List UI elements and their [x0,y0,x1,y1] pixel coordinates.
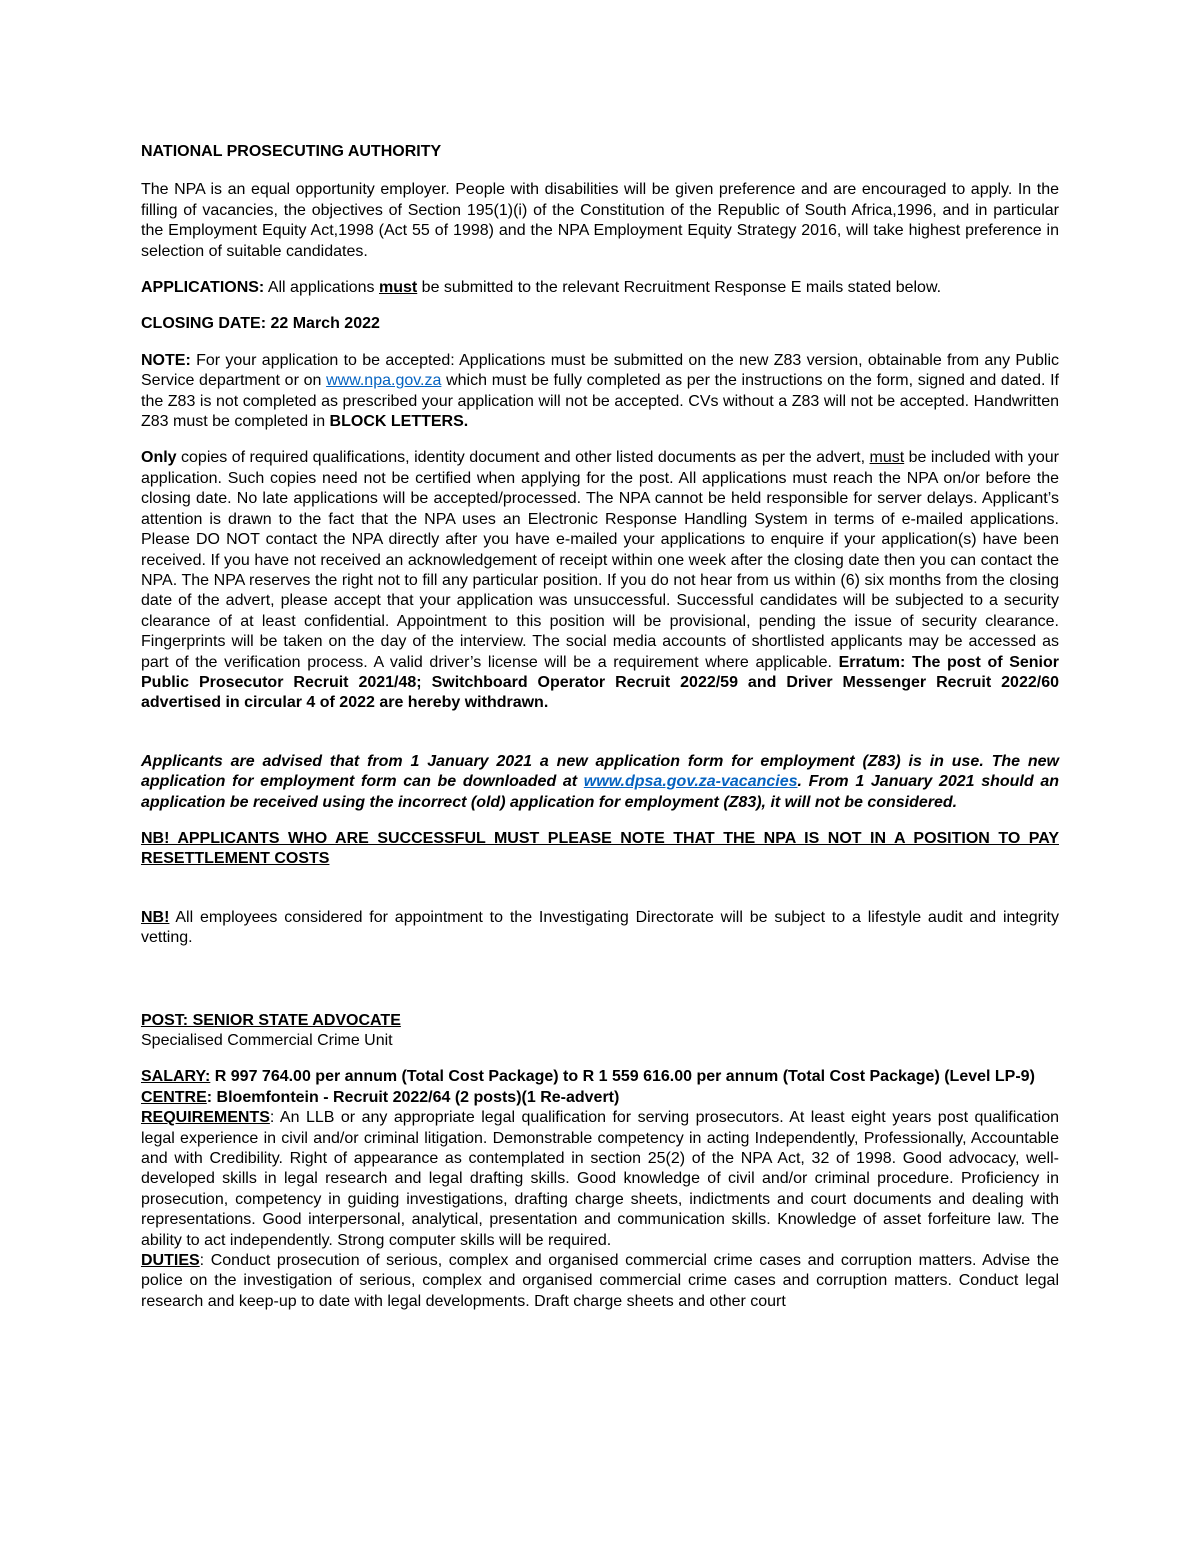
closing-date [141,314,1059,334]
post-unit: Specialised Commercial Crime Unit [141,1032,393,1049]
post-title: POST: SENIOR STATE ADVOCATE [141,1011,401,1029]
closing-label: CLOSING DATE: [141,315,267,333]
centre-label: CENTRE [141,1088,207,1106]
closing-date-value: 22 March 2022 [266,315,380,333]
requirements-label: REQUIREMENTS [141,1109,270,1127]
duties-label: DUTIES [141,1252,200,1270]
applications-label: APPLICATIONS: [141,279,265,297]
nb-resettlement: NB! APPLICANTS WHO ARE SUCCESSFUL MUST PLEASE NOTE THAT THE NPA IS NOT IN A POSITION TO PAY RESETTLEMENT COSTS [141,829,1059,868]
requirements-paragraph: REQUIREMENTS: An LLB or any appropriate legal qualification for serving prosecutors. At least eight years post qualification legal experience in civil and/or criminal litigation. Demonstrable competency in acting Independently, Professionally, Accountable and with Credibility. Right of appearance as contemplated in section 25(2) of the NPA Act, 32 of 1998. Good advocacy, well-developed skills in legal research and legal drafting skills. Good knowledge of civil and/or criminal procedure. Proficiency in prosecution, competency in guiding investigations, drafting charge sheets, indictments and court documents and dealing with representations. Good interpersonal, analytical, presentation and communication skills. Knowledge of asset forfeiture law. The ability to act independently. Strong computer skills will be required. [141,1109,1059,1249]
advisory-paragraph: Applicants are advised that from 1 January 2021 a new application form for employment (Z83) is in use. The new application for employment form can be downloaded at www.dpsa.gov.za-vacancies. From 1 January 2021 should an application be received using the incorrect (old) application for employment (Z83), it will not be considered. [141,752,1059,811]
duties-paragraph: DUTIES: Conduct prosecution of serious, complex and organised commercial crime cases and corruption matters. Advise the police on the investigation of serious, complex and organised commercial crime cases and corruption matters. Conduct legal research and keep-up to date with legal developments. Draft charge sheets and other court [141,1252,1059,1310]
erratum-notice: Erratum: The post of Senior Public Prosecutor Recruit 2021/48; Switchboard Operator Recruit 2022/59 and Driver Messenger Recruit 2022/60 advertised in circular 4 of 2022 are hereby withdrawn. [141,653,1059,712]
block-letters: BLOCK LETTERS. [329,413,469,431]
centre-value: : Bloemfontein - Recruit 2022/64 (2 posts)(1 Re-advert) [206,1088,620,1106]
document-page [141,142,1059,1312]
salary-label: SALARY: [141,1068,211,1086]
note-label: NOTE: [141,351,191,369]
only-emphasis: must [869,449,905,467]
nb-label: NB! [141,908,170,926]
applications-paragraph: APPLICATIONS: All applications must be submitted to the relevant Recruitment Response E mails stated below. [141,279,942,297]
note-paragraph: NOTE: For your application to be accepted: Applications must be submitted on the new Z83 version, obtainable from any Public Service department or on www.npa.gov.za which must be fully completed as per the instructions on the form, signed and dated. If the Z83 is not completed as prescribed your application will not be accepted. CVs without a Z83 will not be accepted. Handwritten Z83 must be completed in BLOCK LETTERS. [141,351,1059,431]
centre-line [141,1088,1059,1108]
only-paragraph: Only copies of required qualifications, identity document and other listed documents as per the advert, must be included with your application. Such copies need not be certified when applying for the post. All applications must reach the NPA on/or before the closing date. No late applications will be accepted/processed. The NPA cannot be held responsible for server delays. Applicant’s attention is drawn to the fact that the NPA uses an Electronic Response Handling System in terms of e-mailed applications. Please DO NOT contact the NPA directly after you have e-mailed your applications to enquire if your application(s) have been received. If you have not received an acknowledgement of receipt within one week after the closing date then you can contact the NPA. The NPA reserves the right not to fill any particular position. If you do not hear from us within (6) six months from the closing date of the advert, please accept that your application was unsuccessful. Successful candidates will be subjected to a security clearance of at least confidential. Appointment to this position will be provisional, pending the issue of security clearance. Fingerprints will be taken on the day of the interview. The social media accounts of shortlisted applicants may be accessed as part of the verification process. A valid driver’s license will be a requirement where applicable. Erratum: The post of Senior Public Prosecutor Recruit 2021/48; Switchboard Operator Recruit 2022/59 and Driver Messenger Recruit 2022/60 advertised in circular 4 of 2022 are hereby withdrawn. [141,449,1059,712]
document-title: NATIONAL PROSECUTING AUTHORITY [141,143,442,160]
npa-website-link[interactable]: www.npa.gov.za [326,372,442,390]
only-label: Only [141,449,177,467]
dpsa-vacancies-link[interactable]: www.dpsa.gov.za-vacancies [583,773,798,791]
applications-emphasis: must [379,279,418,297]
nb-lifestyle-audit: NB! All employees considered for appointment to the Investigating Directorate will be subject to a lifestyle audit and integrity vetting. [141,908,1059,947]
salary-line [141,1067,1059,1087]
intro-paragraph: The NPA is an equal opportunity employer. People with disabilities will be given preference and are encouraged to apply. In the filling of vacancies, the objectives of Section 195(1)(i) of the Constitution of the Republic of South Africa,1996, and in particular the Employment Equity Act,1998 (Act 55 of 1998) and the NPA Employment Equity Strategy 2016, will take highest preference in selection of suitable candidates. [141,181,1059,260]
salary-value: R 997 764.00 per annum (Total Cost Package) to R 1 559 616.00 per annum (Total Cost Package) (Level LP-9) [210,1068,1035,1086]
